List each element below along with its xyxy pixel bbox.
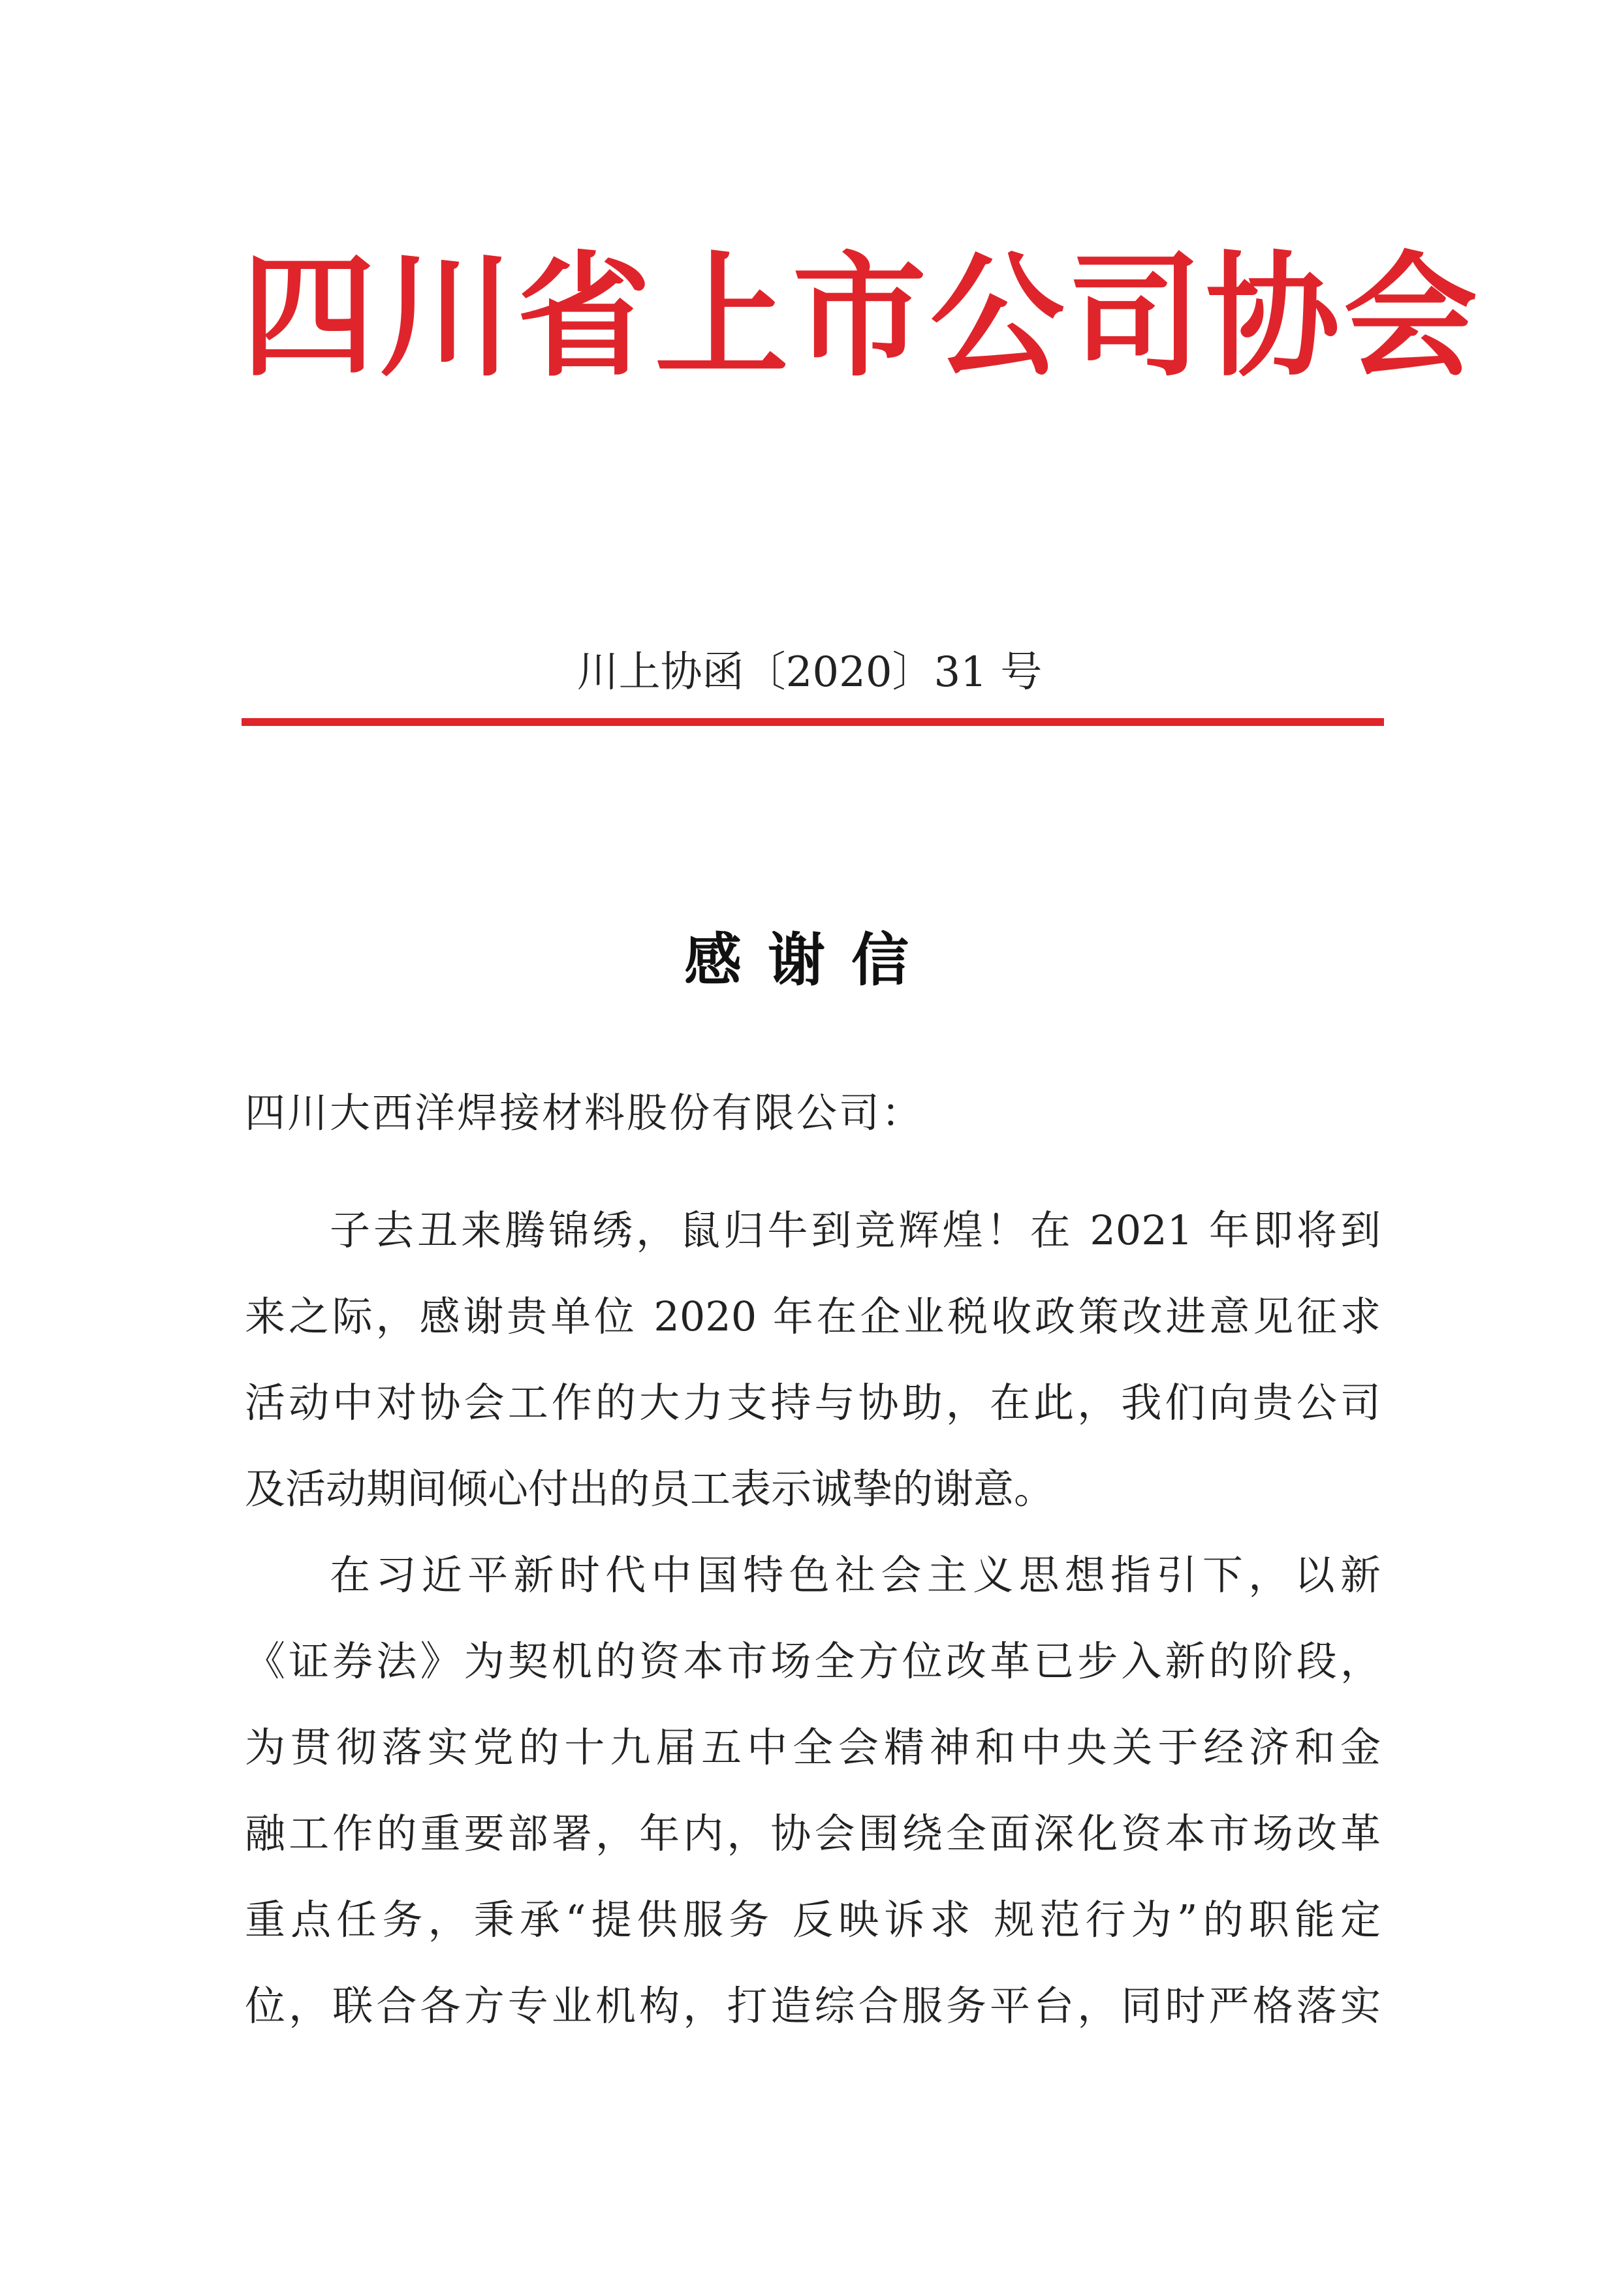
paragraph-2-line: 为贯彻落实党的十九届五中全会精神和中央关于经济和金	[245, 1723, 1381, 1771]
paragraph-2-line: 重点任务，秉承“提供服务 反映诉求 规范行为”的职能定	[245, 1896, 1381, 1943]
letter-title: 感谢信	[684, 926, 935, 994]
paragraph-1-line: 来之际，感谢贵单位 2020 年在企业税收政策改进意见征求	[245, 1293, 1381, 1340]
org-letterhead-title: 四川省上市公司协会	[242, 238, 1481, 395]
paragraph-1-line: 子去丑来腾锦绣，鼠归牛到竞辉煌！在 2021 年即将到	[330, 1206, 1381, 1254]
document-number: 川上协函〔2020〕31 号	[576, 648, 1043, 697]
paragraph-2-line: 在习近平新时代中国特色社会主义思想指引下，以新	[330, 1551, 1381, 1599]
paragraph-2-line: 《证券法》为契机的资本市场全方位改革已步入新的阶段，	[245, 1637, 1381, 1685]
paragraph-1-line: 及活动期间倾心付出的员工表示诚挚的谢意。	[245, 1465, 1055, 1513]
letterhead-divider	[242, 718, 1384, 726]
paragraph-1-line: 活动中对协会工作的大力支持与协助，在此，我们向贵公司	[245, 1379, 1381, 1426]
paragraph-2-line: 融工作的重要部署，年内，协会围绕全面深化资本市场改革	[245, 1810, 1381, 1857]
salutation: 四川大西洋焊接材料股份有限公司：	[245, 1089, 924, 1137]
paragraph-2-line: 位，联合各方专业机构，打造综合服务平台，同时严格落实	[245, 1982, 1381, 2030]
